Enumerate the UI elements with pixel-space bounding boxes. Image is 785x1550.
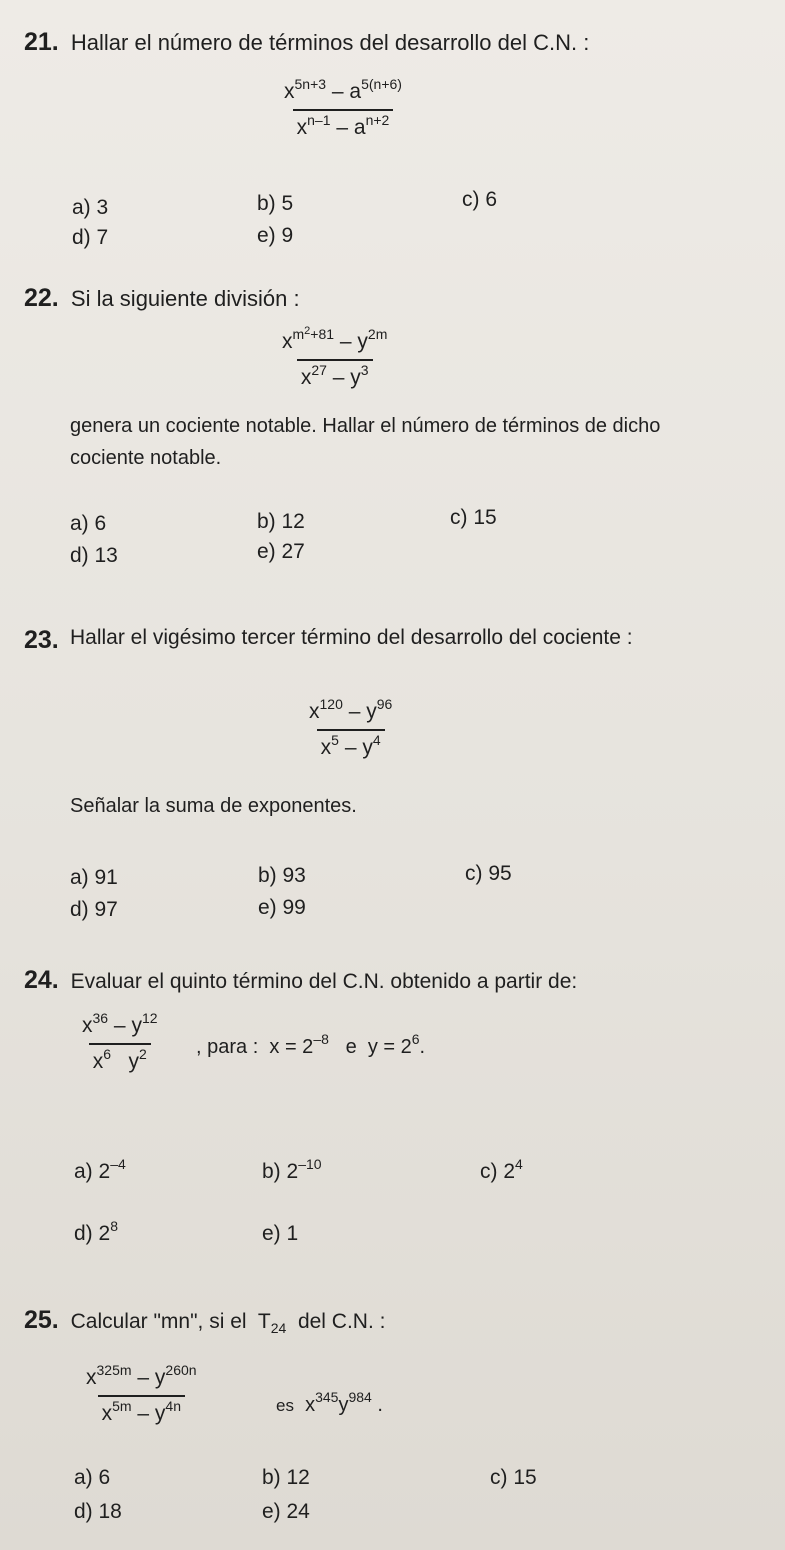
option-b: b) 12 <box>257 510 305 533</box>
question-number: 25. <box>24 1306 59 1334</box>
question-21-header <box>24 28 589 57</box>
option-e: e) 9 <box>257 224 294 247</box>
option-a: a) 3 <box>72 196 109 219</box>
fraction-q22 <box>278 325 391 390</box>
option-a: a) 6 <box>74 1466 111 1489</box>
denominator: $x^{27} - y^3$ <box>297 359 373 390</box>
numerator: $x^{325m} - y^{260n}$ <box>86 1362 197 1389</box>
numerator: $x^{5n+3} - a^{5(n+6)}$ <box>284 76 402 103</box>
question-22-header <box>24 284 300 313</box>
option-d: d) 13 <box>70 544 118 567</box>
denominator: $x^{n-1} - a^{n+2}$ <box>293 109 394 140</box>
denominator: $x^{5m} - y^{4n}$ <box>98 1395 185 1426</box>
question-25-header: 25. Calcular "mn", si el $T_{24}$ del C.N. : <box>24 1306 386 1336</box>
question-text: Hallar el número de términos del desarrollo del C.N. : <box>70 30 590 55</box>
option-e: e) 99 <box>258 896 306 919</box>
option-d: d) 97 <box>70 898 118 921</box>
question-number: 22. <box>24 284 59 312</box>
fraction-q23 <box>305 696 396 760</box>
question-number: 24. <box>24 966 59 994</box>
denominator: $x^6$ $y^2$ <box>89 1043 151 1074</box>
option-a: a) $2^{-4}$ <box>74 1156 126 1183</box>
fraction-q24 <box>78 1010 162 1074</box>
fraction-q25 <box>82 1362 201 1426</box>
option-a: a) 6 <box>70 512 107 535</box>
denominator: $x^5 - y^4$ <box>317 729 385 760</box>
question-23-statement: Señalar la suma de exponentes. <box>70 795 357 817</box>
option-e: e) 1 <box>262 1222 299 1245</box>
option-b: b) 93 <box>258 864 306 887</box>
question-text: Si la siguiente división : <box>70 286 300 311</box>
term-value: es $x^{345}y^{984}$ . <box>276 1389 383 1416</box>
term-t24: $T_{24}$ <box>257 1310 287 1336</box>
question-22-statement: genera un cociente notable. Hallar el número de términos de dicho cociente notable. <box>70 415 661 469</box>
evaluation-condition: , para : $x = 2^{-8}$ e $y = 2^6$. <box>196 1031 426 1058</box>
option-c: c) 95 <box>465 862 512 885</box>
numerator: $x^{m^2+81} - y^{2m}$ <box>282 325 388 353</box>
numerator: $x^{36} - y^{12}$ <box>82 1010 158 1037</box>
fraction-q21 <box>280 76 406 140</box>
option-b: b) 5 <box>257 192 294 215</box>
question-23-header <box>24 626 65 655</box>
question-text: Calcular "mn", si el <box>70 1310 247 1333</box>
question-number: 21. <box>24 28 59 56</box>
option-e: e) 24 <box>262 1500 310 1523</box>
option-d: d) 7 <box>72 226 109 249</box>
option-d: d) $2^8$ <box>74 1218 119 1245</box>
option-c: c) 15 <box>450 506 497 529</box>
option-b: b) $2^{-10}$ <box>262 1156 322 1183</box>
option-c: c) 15 <box>490 1466 537 1489</box>
option-d: d) 18 <box>74 1500 122 1523</box>
option-e: e) 27 <box>257 540 305 563</box>
question-text: Hallar el vigésimo tercer término del desarrollo del cociente : <box>70 626 633 649</box>
option-c: c) 6 <box>462 188 498 211</box>
option-c: c) $2^4$ <box>480 1156 523 1183</box>
question-24-header <box>24 966 577 996</box>
question-text: Evaluar el quinto término del C.N. obtenido a partir de: <box>70 970 578 993</box>
option-b: b) 12 <box>262 1466 310 1489</box>
question-number: 23. <box>24 626 59 654</box>
option-a: a) 91 <box>70 866 118 889</box>
numerator: $x^{120} - y^{96}$ <box>309 696 393 723</box>
